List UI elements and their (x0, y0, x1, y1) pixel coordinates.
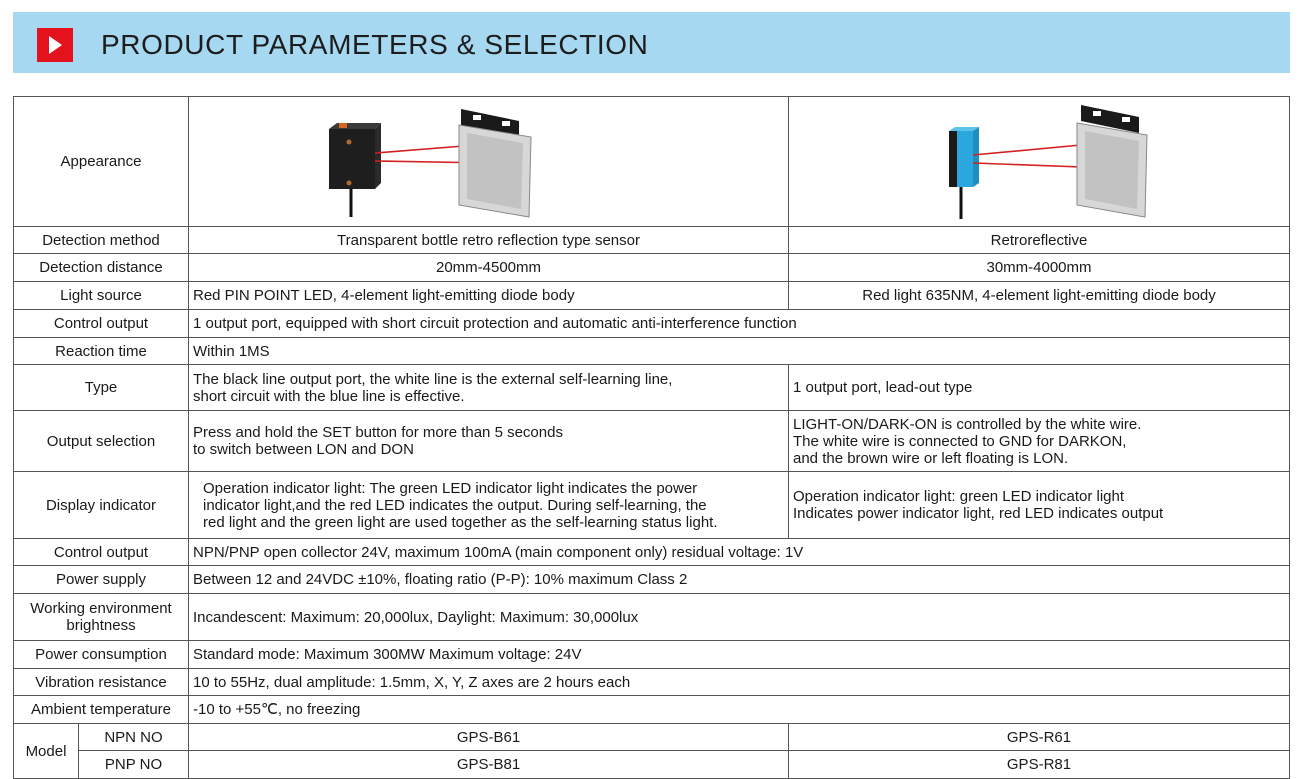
sensor-image-2 (789, 97, 1290, 227)
spec-row (14, 282, 1290, 310)
row-label: Light source (14, 282, 189, 310)
value-line: short circuit with the blue line is effective. (193, 387, 465, 405)
value-line: Operation indicator light: The green LED indicator light indicates the power (203, 479, 698, 497)
blue-sensor-picture (789, 97, 1290, 222)
spec-table (13, 96, 1290, 779)
row-label: Control output (14, 310, 189, 338)
spec-row (14, 338, 1290, 365)
label-line: Working environment (30, 600, 172, 617)
row-label (14, 594, 189, 641)
row-value (189, 472, 789, 539)
row-value: Standard mode: Maximum 300MW Maximum voltage: 24V (189, 641, 1290, 669)
model-value: GPS-B61 (189, 724, 789, 751)
row-value (189, 365, 789, 411)
spec-row (14, 641, 1290, 669)
spec-row (14, 365, 1290, 411)
spec-row (14, 539, 1290, 566)
value-line: indicator light,and the red LED indicates the output. During self-learning, the (203, 496, 707, 514)
spec-row (14, 472, 1290, 539)
label-line: brightness (66, 617, 136, 634)
spec-row (14, 254, 1290, 282)
row-value: 20mm-4500mm (189, 254, 789, 282)
model-value: GPS-B81 (189, 751, 789, 779)
model-type: PNP NO (79, 751, 189, 779)
row-label: Type (14, 365, 189, 411)
row-label: Power consumption (14, 641, 189, 669)
model-label: Model (14, 724, 79, 779)
row-value: 30mm-4000mm (789, 254, 1290, 282)
row-value: Within 1MS (189, 338, 1290, 365)
spec-row (14, 594, 1290, 641)
black-sensor-picture (189, 97, 789, 222)
row-label: Power supply (14, 566, 189, 594)
row-value: Red light 635NM, 4-element light-emitting diode body (789, 282, 1290, 310)
model-value: GPS-R61 (789, 724, 1290, 751)
value-line: and the brown wire or left floating is LON. (793, 449, 1069, 467)
section-banner (13, 12, 1290, 73)
row-value: Incandescent: Maximum: 20,000lux, Daylight: Maximum: 30,000lux (189, 594, 1290, 641)
row-value: 1 output port, lead-out type (789, 365, 1290, 411)
spec-row (14, 566, 1290, 594)
spec-row (14, 696, 1290, 724)
value-line: to switch between LON and DON (193, 441, 414, 458)
appearance-label: Appearance (14, 97, 189, 227)
spec-row (14, 411, 1290, 472)
row-label: Vibration resistance (14, 669, 189, 696)
row-value (789, 472, 1290, 539)
row-label: Detection method (14, 227, 189, 254)
model-row (14, 751, 1290, 779)
value-line: LIGHT-ON/DARK-ON is controlled by the white wire. (793, 415, 1142, 433)
row-value (189, 411, 789, 472)
row-value: Transparent bottle retro reflection type sensor (189, 227, 789, 254)
value-line: The black line output port, the white line is the external self-learning line, (193, 370, 673, 388)
spec-row (14, 310, 1290, 338)
row-label: Output selection (14, 411, 189, 472)
value-line: Press and hold the SET button for more than 5 seconds (193, 424, 563, 441)
model-type: NPN NO (79, 724, 189, 751)
model-row (14, 724, 1290, 751)
row-label: Detection distance (14, 254, 189, 282)
row-value: Retroreflective (789, 227, 1290, 254)
appearance-row (14, 97, 1290, 227)
page-title: PRODUCT PARAMETERS & SELECTION (101, 29, 649, 60)
spec-row (14, 669, 1290, 696)
row-value: -10 to +55℃, no freezing (189, 696, 1290, 724)
row-label: Reaction time (14, 338, 189, 365)
value-line: Indicates power indicator light, red LED indicates output (793, 505, 1164, 522)
value-line: The white wire is connected to GND for DARKON, (793, 432, 1127, 450)
play-icon (37, 28, 73, 62)
row-value: NPN/PNP open collector 24V, maximum 100mA (main component only) residual voltage: 1V (189, 539, 1290, 566)
value-line: red light and the green light are used together as the self-learning status light. (203, 513, 718, 531)
value-line: Operation indicator light: green LED indicator light (793, 488, 1125, 505)
row-value: 10 to 55Hz, dual amplitude: 1.5mm, X, Y, Z axes are 2 hours each (189, 669, 1290, 696)
row-value: Between 12 and 24VDC ±10%, floating ratio (P-P): 10% maximum Class 2 (189, 566, 1290, 594)
row-value: 1 output port, equipped with short circuit protection and automatic anti-interference function (189, 310, 1290, 338)
spec-row (14, 227, 1290, 254)
row-label: Display indicator (14, 472, 189, 539)
row-value: Red PIN POINT LED, 4-element light-emitting diode body (189, 282, 789, 310)
model-value: GPS-R81 (789, 751, 1290, 779)
row-label: Ambient temperature (14, 696, 189, 724)
row-label: Control output (14, 539, 189, 566)
sensor-image-1 (189, 97, 789, 227)
row-value (789, 411, 1290, 472)
